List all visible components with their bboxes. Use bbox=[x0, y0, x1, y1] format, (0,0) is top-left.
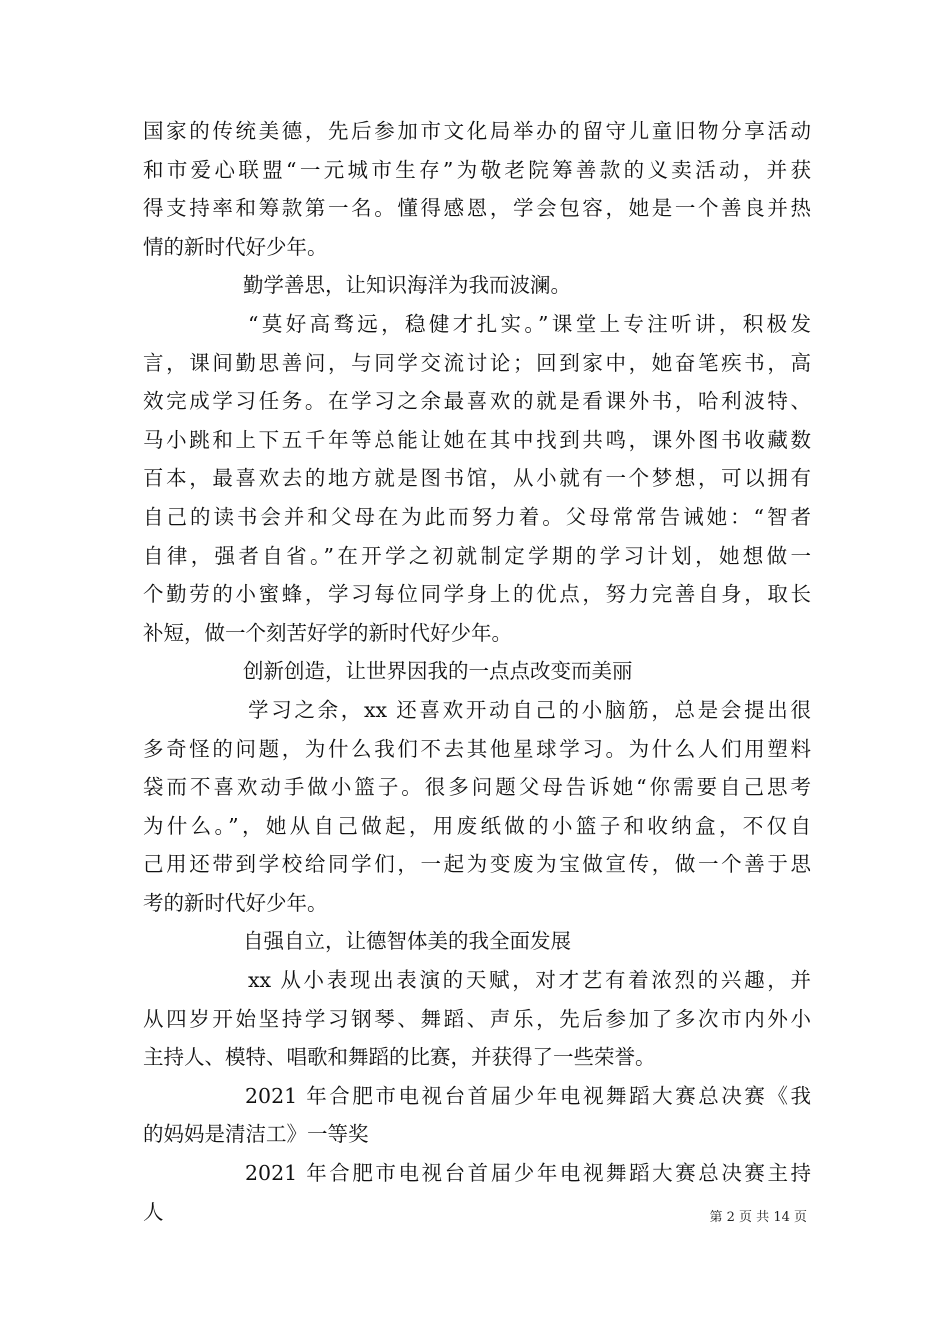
text-line: 国家的传统美德，先后参加市文化局举办的留守儿童旧物分享活动 bbox=[143, 119, 811, 143]
document-body bbox=[143, 112, 811, 1231]
text-line: 考的新时代好少年。 bbox=[143, 890, 328, 915]
text-line: xx 从小表现出表演的天赋，对才艺有着浓烈的兴趣，并 bbox=[248, 968, 811, 993]
text-line: 多奇怪的问题，为什么我们不去其他星球学习。为什么人们用塑料 bbox=[143, 736, 811, 761]
text-line: 言，课间勤思善问，与同学交流讨论；回到家中，她奋笔疾书，高 bbox=[143, 350, 811, 375]
text-line: 个勤劳的小蜜蜂，学习每位同学身上的优点，努力完善自身，取长 bbox=[143, 582, 811, 607]
text-line: 得支持率和筹款第一名。懂得感恩，学会包容，她是一个善良并热 bbox=[143, 196, 811, 221]
text-line: 为什么。”，她从自己做起，用废纸做的小篮子和收纳盒，不仅自 bbox=[143, 813, 811, 838]
text-line: 情的新时代好少年。 bbox=[143, 234, 328, 259]
text-line: 自律，强者自省。”在开学之初就制定学期的学习计划，她想做一 bbox=[143, 543, 811, 568]
text-line: 补短，做一个刻苦好学的新时代好少年。 bbox=[143, 620, 512, 645]
text-line: “莫好高骛远，稳健才扎实。”课堂上专注听讲，积极发 bbox=[248, 311, 811, 336]
section-heading: 自强自立，让德智体美的我全面发展 bbox=[243, 929, 571, 954]
text-line: 主持人、模特、唱歌和舞蹈的比赛，并获得了一些荣誉。 bbox=[143, 1045, 656, 1070]
text-line: 马小跳和上下五千年等总能让她在其中找到共鸣，课外图书收藏数 bbox=[143, 427, 811, 452]
text-line: 百本，最喜欢去的地方就是图书馆，从小就有一个梦想，可以拥有 bbox=[143, 466, 811, 491]
section-heading: 勤学善思，让知识海洋为我而波澜。 bbox=[243, 273, 571, 298]
award-line: 2021 年合肥市电视台首届少年电视舞蹈大赛总决赛主持 bbox=[245, 1161, 811, 1186]
text-line: 和市爱心联盟“一元城市生存”为敬老院筹善款的义卖活动，并获 bbox=[143, 157, 811, 182]
text-line: 学习之余，xx 还喜欢开动自己的小脑筋，总是会提出很 bbox=[248, 697, 811, 722]
text-line: 己用还带到学校给同学们，一起为变废为宝做宣传，做一个善于思 bbox=[143, 852, 811, 877]
award-line: 的妈妈是清洁工》一等奖 bbox=[143, 1122, 369, 1147]
text-line: 效完成学习任务。在学习之余最喜欢的就是看课外书，哈利波特、 bbox=[143, 389, 811, 414]
award-line: 2021 年合肥市电视台首届少年电视舞蹈大赛总决赛《我 bbox=[245, 1083, 811, 1108]
page-number: 第 2 页 共 14 页 bbox=[709, 1210, 807, 1225]
text-line: 从四岁开始坚持学习钢琴、舞蹈、声乐，先后参加了多次市内外小 bbox=[143, 1006, 811, 1031]
award-line: 人 bbox=[143, 1199, 164, 1224]
section-heading: 创新创造，让世界因我的一点点改变而美丽 bbox=[243, 659, 633, 684]
text-line: 袋而不喜欢动手做小篮子。很多问题父母告诉她“你需要自己思考 bbox=[143, 775, 811, 800]
text-line: 自己的读书会并和父母在为此而努力着。父母常常告诫她：“智者 bbox=[143, 504, 811, 529]
